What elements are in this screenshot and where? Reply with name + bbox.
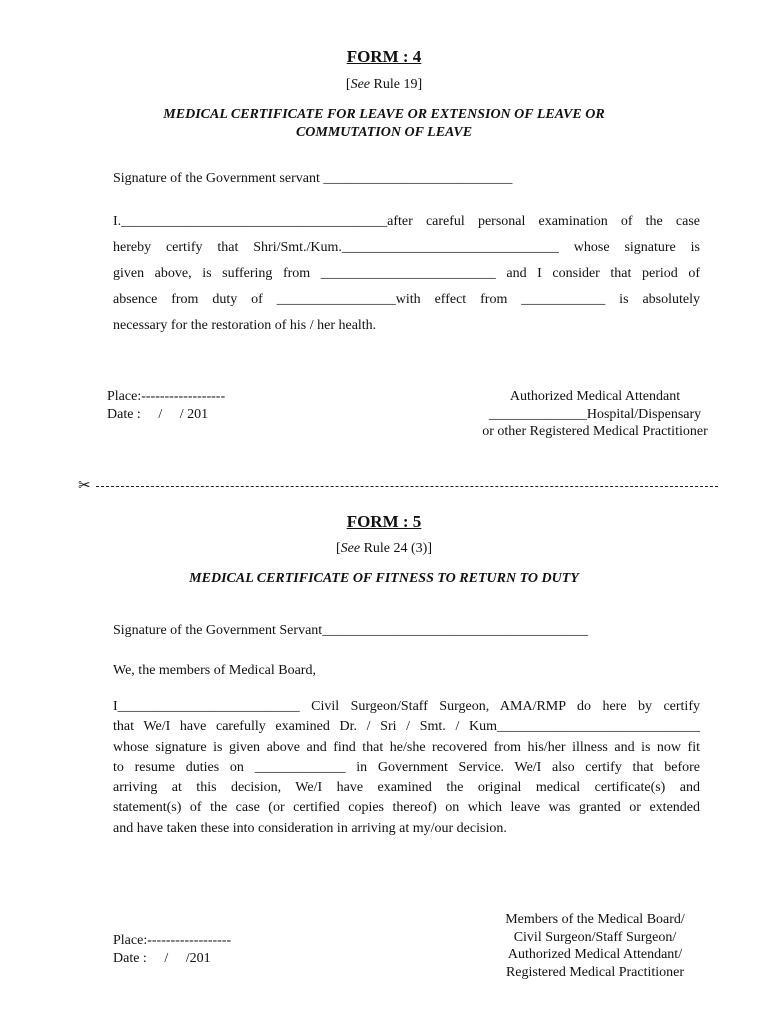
form4-title: FORM : 4 <box>346 47 422 66</box>
board-line: Authorized Medical Attendant/ <box>507 947 683 962</box>
date-field: Date : / / 201 <box>107 407 209 422</box>
form4-heading-line: COMMUTATION OF LEAVE <box>295 125 473 140</box>
paragraph-line: statement(s) of the case (or certified copies thereof) on which leave was granted or extended <box>113 800 700 816</box>
paragraph-line: to resume duties on _____________ in Government Service. We/I also certify that before <box>113 759 700 775</box>
place-field: Place:------------------ <box>107 389 226 404</box>
attendant-line: ______________Hospital/Dispensary <box>488 406 702 422</box>
form4-heading <box>0 106 768 142</box>
paragraph-line: given above, is suffering from _________________________ and I consider that period of <box>113 266 700 281</box>
form5-board-signature-block <box>480 911 710 981</box>
form5-place-date <box>113 932 231 967</box>
form5-members-line: We, the members of Medical Board, <box>113 663 316 678</box>
form4-place-date <box>107 388 225 424</box>
cut-line <box>78 477 718 495</box>
paragraph-line: absence from duty of _________________with effect from ____________ is absolutely <box>113 292 700 307</box>
form5-signature-line: Signature of the Government Servant______________________________________ <box>113 623 589 638</box>
paragraph-line: and have taken these into consideration in arriving at my/our decision. <box>113 820 507 836</box>
scissors-icon: ✂ <box>78 478 91 494</box>
form4-heading-line: MEDICAL CERTIFICATE FOR LEAVE OR EXTENSION OF LEAVE OR <box>163 107 605 122</box>
board-line: Members of the Medical Board/ <box>505 912 685 927</box>
paragraph-line: necessary for the restoration of his / her health. <box>113 318 377 333</box>
place-field: Place:------------------ <box>113 933 232 948</box>
attendant-line: or other Registered Medical Practitioner <box>482 424 708 439</box>
paragraph-line: I.______________________________________after careful personal examination of the case <box>113 214 700 229</box>
form5-rule-reference: [See Rule 24 (3)] <box>335 541 433 556</box>
form5-title: FORM : 5 <box>346 512 422 531</box>
form5-heading: MEDICAL CERTIFICATE OF FITNESS TO RETURN TO DUTY <box>189 571 579 586</box>
form4-certification-paragraph <box>113 209 700 339</box>
form4-rule-reference: [See Rule 19] <box>345 77 423 92</box>
board-line: Registered Medical Practitioner <box>505 964 685 980</box>
attendant-line: Authorized Medical Attendant <box>509 389 681 404</box>
form4-attendant-signature-block <box>470 388 720 441</box>
paragraph-line: arriving at this decision, We/I have examined the original medical certificate(s) and <box>113 780 700 796</box>
paragraph-line: hereby certify that Shri/Smt./Kum._______________________________ whose signature is <box>113 240 700 255</box>
dashed-divider <box>96 486 718 487</box>
paragraph-line: whose signature is given above and find that he/she recovered from his/her illness and is now fit <box>113 739 700 755</box>
paragraph-line: I__________________________ Civil Surgeon/Staff Surgeon, AMA/RMP do here by certify <box>113 699 700 714</box>
board-line: Civil Surgeon/Staff Surgeon/ <box>513 929 677 945</box>
form5-certification-paragraph <box>113 697 700 839</box>
paragraph-line: that We/I have carefully examined Dr. / Sri / Smt. / Kum_____________________________ <box>113 719 700 735</box>
form4-signature-line: Signature of the Government servant ___________________________ <box>113 171 513 186</box>
date-field: Date : / /201 <box>113 950 211 966</box>
